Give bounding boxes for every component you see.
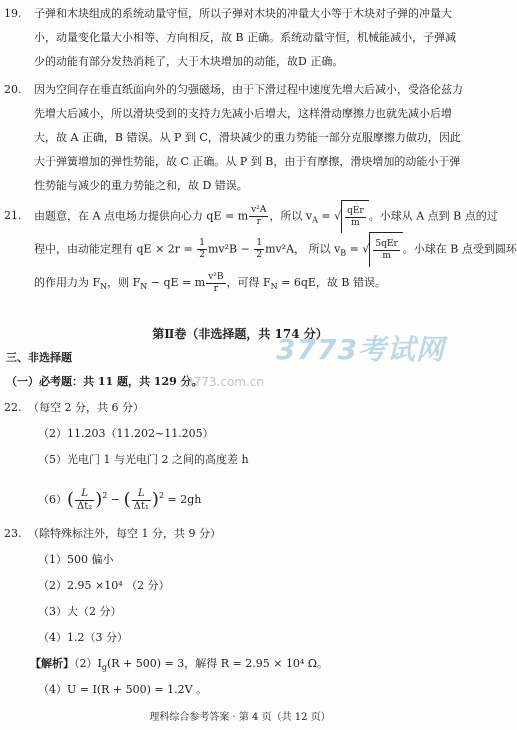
square-root: $\frac{\text{qEr}}{m}$ (341, 200, 369, 233)
square-root: $\frac{\text{5qEr}}{m}$ (369, 232, 402, 267)
text-line: 大于弹簧增加的弹性势能，故 C 正确。从 P 到 B，由于有摩擦，滑块增加的动能小于弹 (34, 155, 461, 168)
question-19 (4, 2, 472, 74)
question-22 (4, 396, 472, 420)
text-line: 少的动能有部分发热消耗了，大于木块增加的动能，故D 正确。 (34, 55, 344, 68)
formula-answer: （6）( $\frac{L}{\text{Δt₂}}$ )$^2$ − ( $\frac{L}{\text{Δt₁}}$ )$^2$ = 2gh (38, 487, 202, 512)
text-line: 子弹和木块组成的系统动量守恒，所以子弹对木块的冲量大小等于木块对子弹的冲量大 (34, 7, 452, 20)
question-23 (4, 522, 472, 546)
text-line: 性势能与减少的重力势能之和，故 D 错误。 (34, 179, 248, 192)
text-line: 大，故 A 正确，B 错误。从 P 到 C，滑块减少的重力势能一部分克服摩擦力做功，因此 (34, 131, 461, 144)
question-number: 20. (4, 83, 22, 96)
page-footer: 理科综合参考答案 · 第 4 页（共 12 页） (149, 712, 331, 723)
answer-line: （3）大（2 分） (38, 605, 122, 618)
section-title: 第Ⅱ卷（非选择题，共 174 分） (152, 327, 328, 341)
answer-line: （2）2.95 ×10⁴ （2 分） (38, 579, 170, 592)
question-20 (4, 78, 472, 198)
question-number: 23. (4, 527, 22, 540)
question-intro: （每空 2 分，共 6 分） (28, 401, 144, 414)
question-number: 21. (4, 209, 22, 222)
watermark-url: 3773.com.cn (186, 375, 264, 389)
fraction: $\frac{\text{v²A}}{r}$ (251, 205, 267, 227)
answer-line: （5）光电门 1 与光电门 2 之间的高度差 h (38, 453, 249, 466)
watermark-logo: 3773考试网 (276, 333, 445, 366)
question-intro: （除特殊标注外，每空 1 分，共 9 分） (28, 527, 221, 540)
text-line: 因为空间存在垂直纸面向外的匀强磁场，由于下滑过程中速度先增大后减小，受洛伦兹力 (34, 83, 463, 96)
answer-line: （4）1.2（3 分） (38, 631, 128, 644)
analysis-line: 【解析】$(2)I_g(R + 500) = 3$，解得 R = 2.95 × 10⁴ Ω。 (30, 657, 328, 672)
question-number: 22. (4, 401, 22, 414)
text-line: 小，动量变化量大小相等、方向相反，故 B 正确。系统动量守恒，机械能减小，子弹减 (34, 31, 457, 44)
formula-line: 的作用力为 $F_N$，则 $F_N$ − qE = m $\frac{\text{v²B}}{r}$ ，可得 $F_N = 6qE$，故 B 错误。 (34, 271, 387, 294)
sub-heading: （一）必考题：共 11 题，共 129 分。 (6, 375, 203, 388)
text-line: 先增大后减小，所以滑块受到的支持力先减小后增大，这样滑动摩擦力也就先减小后增 (34, 107, 452, 120)
question-21 (4, 200, 517, 300)
formula-line: 程中，由动能定理有 qE × 2r = $\frac{1}{2}$ mv²B − $\frac{1}{2}$ mv²A， 所以 $v_B$ = √ $\frac{\text{5qEr}}{m}$ 。小球在 B 点受到圆环 (34, 232, 472, 266)
answer-line: （1）500 偏小 (38, 553, 114, 566)
analysis-line: （4）U = I(R + 500) = 1.2V 。 (38, 683, 208, 696)
part-heading: 三、非选择题 (6, 351, 72, 364)
formula-line: 由题意，在 A 点电场力提供向心力 qE = m $\frac{\text{v²A}}{r}$ ，所以 $v_A$ = √ $\frac{\text{qEr}}{m}$ 。小球从 A 点到 B 点的过 (34, 200, 472, 232)
question-number: 19. (4, 7, 22, 20)
answer-line: （2）11.203（11.202~11.205） (38, 427, 214, 440)
